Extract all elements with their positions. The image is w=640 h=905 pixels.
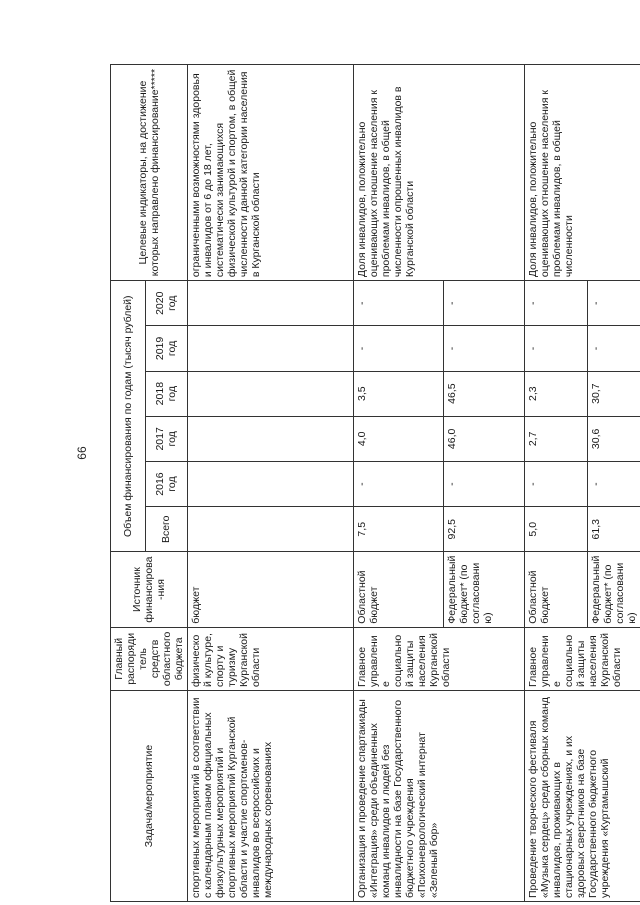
cell-manager: Главное управление социальной защиты населения Курганской области [354,627,525,690]
cell-indicator: Доля инвалидов, положительно оценивающих отношение населения к проблемам инвалидов, в общей численности опрошенных инвалидов в Курганской области [354,65,525,281]
cell-total: 61,3 [588,507,640,552]
cell-2017: 4,0 [354,416,444,461]
header-2018: 2018 год [145,371,187,416]
cell-2019: - [444,326,525,371]
header-2019: 2019 год [145,326,187,371]
header-indicators: Целевые индикаторы, на достижение которых направлено финансирование***** [111,65,188,281]
cell-2019: - [588,326,640,371]
cell-2020 [188,281,354,326]
rotated-table-wrapper [110,64,638,902]
cell-2018: 30,7 [588,371,640,416]
cell-manager: Главное управление социальной защиты населения Курганской области [525,627,640,690]
cell-source: бюджет [188,552,354,627]
cell-2016: - [525,461,588,506]
cell-2019 [188,326,354,371]
cell-source: Федеральный бюджет* (по согласованию) [588,552,640,627]
cell-2016: - [588,461,640,506]
cell-indicator: ограниченными возможностями здоровья и инвалидов от 6 до 18 лет, систематически занимающихся физической культурой и спортом, в общей численности данной категории населения в Курганской области [188,65,354,281]
cell-indicator: Доля инвалидов, положительно оценивающих отношение населения к проблемам инвалидов, в общей численности [525,65,640,281]
table-row-festival-regional [525,65,588,902]
cell-2017: 2,7 [525,416,588,461]
cell-2020: - [525,281,588,326]
cell-total: 7,5 [354,507,444,552]
cell-task: Проведение творческого фестиваля «Музыка сердец» среди сборных команд инвалидов, проживающих в стационарных учреждениях, и их здоровых сверстников на базе Государственного бюджетного учреждения «Куртамышский [525,691,640,902]
cell-2018: 3,5 [354,371,444,416]
header-total: Всего [145,507,187,552]
cell-2017 [188,416,354,461]
cell-2018 [188,371,354,416]
cell-2017: 30,6 [588,416,640,461]
cell-total [188,507,354,552]
cell-total: 92,5 [444,507,525,552]
cell-total: 5,0 [525,507,588,552]
cell-2018: 2,3 [525,371,588,416]
header-2020: 2020 год [145,281,187,326]
cell-2017: 46,0 [444,416,525,461]
cell-2020: - [354,281,444,326]
header-task: Задача/мероприятие [111,691,188,902]
header-2016: 2016 год [145,461,187,506]
cell-task: Организация и проведение спартакиады «Интеграция» среди объединенных команд инвалидов и людей без инвалидности на базе Государственного бюджетного учреждения «Психоневрологический интернат «Зеленый бор» [354,691,525,902]
cell-2016: - [444,461,525,506]
cell-source: Областной бюджет [354,552,444,627]
cell-source: Областной бюджет [525,552,588,627]
cell-2019: - [525,326,588,371]
page-number: 66 [75,446,89,460]
cell-source: Федеральный бюджет* (по согласованию) [444,552,525,627]
cell-task: спортивных мероприятий в соответствии с календарным планом официальных физкультурных мероприятий и спортивных мероприятий Курганской области и участие спортсменов-инвалидов во всероссийских и международных соревнованиях [188,691,354,902]
header-manager: Главный распорядитель средств областного бюджета [111,627,188,690]
cell-2020: - [444,281,525,326]
cell-2018: 46,5 [444,371,525,416]
header-source: Источник финансирова-ния [111,552,188,627]
financing-table [110,64,640,902]
header-2017: 2017 год [145,416,187,461]
cell-2019: - [354,326,444,371]
cell-2016: - [354,461,444,506]
cell-manager: физической культуре, спорту и туризму Курганской области [188,627,354,690]
header-volume: Объем финансирования по годам (тысяч рублей) [111,281,146,552]
cell-2016 [188,461,354,506]
table-row-integration-regional [354,65,444,902]
table-row-continuation [188,65,354,902]
cell-2020: - [588,281,640,326]
header-row-1 [111,65,146,902]
